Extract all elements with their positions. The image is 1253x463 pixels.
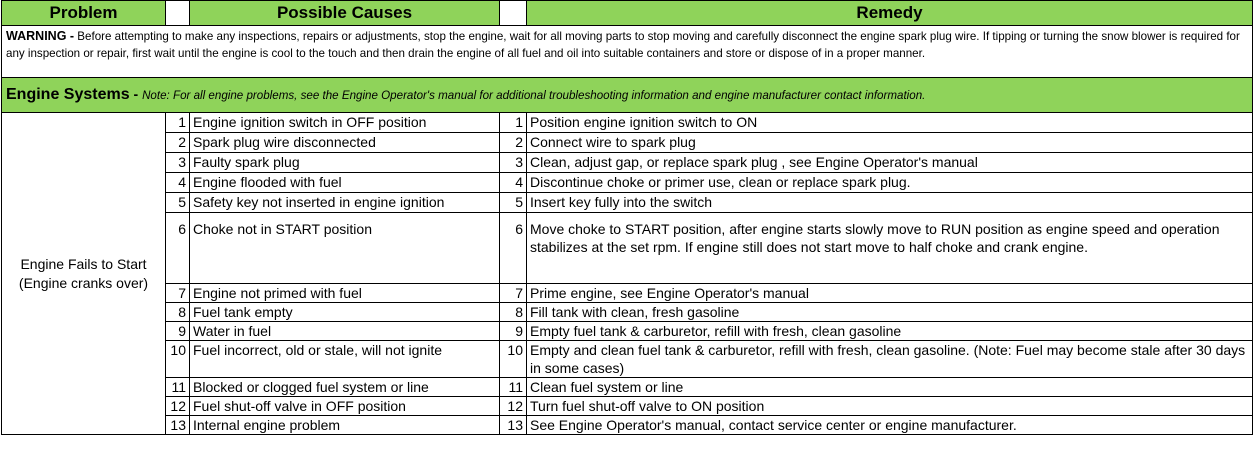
section-note: Note: For all engine problems, see the Engine Operator's manual for additional troubleshooting information and engine manufacturer contact information. — [142, 89, 926, 102]
remedy-text: Fill tank with clean, fresh gasoline — [527, 303, 1253, 322]
remedy-number: 8 — [500, 303, 527, 322]
cause-text: Fuel tank empty — [190, 303, 500, 322]
cause-text: Engine flooded with fuel — [190, 173, 500, 193]
remedy-text: Insert key fully into the switch — [527, 193, 1253, 213]
table-row — [2, 173, 1253, 193]
remedy-text: Discontinue choke or primer use, clean or replace spark plug. — [527, 173, 1253, 193]
remedy-number: 10 — [500, 341, 527, 378]
cause-number: 7 — [166, 284, 190, 303]
section-row — [2, 78, 1253, 113]
table-row — [2, 341, 1253, 378]
cause-number: 1 — [166, 113, 190, 133]
table-row — [2, 303, 1253, 322]
remedy-number: 12 — [500, 397, 527, 416]
warning-text: Before attempting to make any inspections, repairs or adjustments, stop the engine, wait for all moving parts to stop moving and carefully disconnect the engine spark plug wire. If tipping or turning the snow blower is required for any inspection or repair, first wait until the engine is cool to the touch and then drain the engine of all fuel and oil into suitable containers and store or dispose of in a proper manner. — [6, 30, 1240, 60]
header-remedy: Remedy — [527, 1, 1253, 26]
cause-number: 12 — [166, 397, 190, 416]
table-row — [2, 284, 1253, 303]
section-cell — [2, 78, 1253, 113]
problem-line-2: (Engine cranks over) — [18, 274, 149, 291]
remedy-text: See Engine Operator's manual, contact service center or engine manufacturer. — [527, 416, 1253, 435]
remedy-number: 1 — [500, 113, 527, 133]
header-causes: Possible Causes — [190, 1, 500, 26]
section-dash: - — [133, 86, 139, 102]
remedy-number: 9 — [500, 322, 527, 341]
header-spacer — [500, 1, 527, 26]
cause-text: Engine ignition switch in OFF position — [190, 113, 500, 133]
cause-text: Engine not primed with fuel — [190, 284, 500, 303]
cause-number: 6 — [166, 213, 190, 284]
troubleshooting-table — [1, 0, 1253, 435]
cause-number: 5 — [166, 193, 190, 213]
warning-label: WARNING - — [6, 29, 75, 43]
table-row — [2, 133, 1253, 153]
warning-cell — [2, 26, 1253, 78]
remedy-text: Move choke to START position, after engine starts slowly move to RUN position as engine speed and operation stabilizes at the set rpm. If engine still does not start move to half choke and crank engine. — [527, 213, 1253, 284]
cause-number: 13 — [166, 416, 190, 435]
cause-number: 3 — [166, 153, 190, 173]
remedy-number: 6 — [500, 213, 527, 284]
cause-number: 4 — [166, 173, 190, 193]
cause-text: Blocked or clogged fuel system or line — [190, 378, 500, 397]
warning-row — [2, 26, 1253, 78]
remedy-text: Position engine ignition switch to ON — [527, 113, 1253, 133]
cause-text: Safety key not inserted in engine ignition — [190, 193, 500, 213]
remedy-number: 7 — [500, 284, 527, 303]
cause-number: 11 — [166, 378, 190, 397]
header-row — [2, 1, 1253, 26]
remedy-number: 2 — [500, 133, 527, 153]
problem-cell — [2, 113, 166, 435]
table-row — [2, 113, 1253, 133]
cause-number: 8 — [166, 303, 190, 322]
remedy-number: 4 — [500, 173, 527, 193]
table-row — [2, 213, 1253, 284]
cause-text: Spark plug wire disconnected — [190, 133, 500, 153]
cause-number: 2 — [166, 133, 190, 153]
remedy-text: Clean, adjust gap, or replace spark plug , see Engine Operator's manual — [527, 153, 1253, 173]
cause-text: Water in fuel — [190, 322, 500, 341]
cause-text: Fuel shut-off valve in OFF position — [190, 397, 500, 416]
remedy-text: Empty fuel tank & carburetor, refill with fresh, clean gasoline — [527, 322, 1253, 341]
remedy-text: Empty and clean fuel tank & carburetor, refill with fresh, clean gasoline. (Note: Fuel may become stale after 30 days in some cases) — [527, 341, 1253, 378]
cause-text: Choke not in START position — [190, 213, 500, 284]
cause-text: Internal engine problem — [190, 416, 500, 435]
table-row — [2, 416, 1253, 435]
header-spacer — [166, 1, 190, 26]
cause-number: 10 — [166, 341, 190, 378]
cause-text: Fuel incorrect, old or stale, will not ignite — [190, 341, 500, 378]
cause-text: Faulty spark plug — [190, 153, 500, 173]
problem-line-1: Engine Fails to Start — [20, 255, 147, 272]
remedy-number: 11 — [500, 378, 527, 397]
remedy-number: 5 — [500, 193, 527, 213]
header-problem: Problem — [2, 1, 166, 26]
table-row — [2, 397, 1253, 416]
table-row — [2, 378, 1253, 397]
table-row — [2, 193, 1253, 213]
remedy-text: Prime engine, see Engine Operator's manual — [527, 284, 1253, 303]
table-row — [2, 322, 1253, 341]
remedy-text: Clean fuel system or line — [527, 378, 1253, 397]
remedy-text: Turn fuel shut-off valve to ON position — [527, 397, 1253, 416]
remedy-text: Connect wire to spark plug — [527, 133, 1253, 153]
cause-number: 9 — [166, 322, 190, 341]
section-title: Engine Systems — [6, 86, 130, 103]
remedy-number: 3 — [500, 153, 527, 173]
remedy-number: 13 — [500, 416, 527, 435]
table-row — [2, 153, 1253, 173]
